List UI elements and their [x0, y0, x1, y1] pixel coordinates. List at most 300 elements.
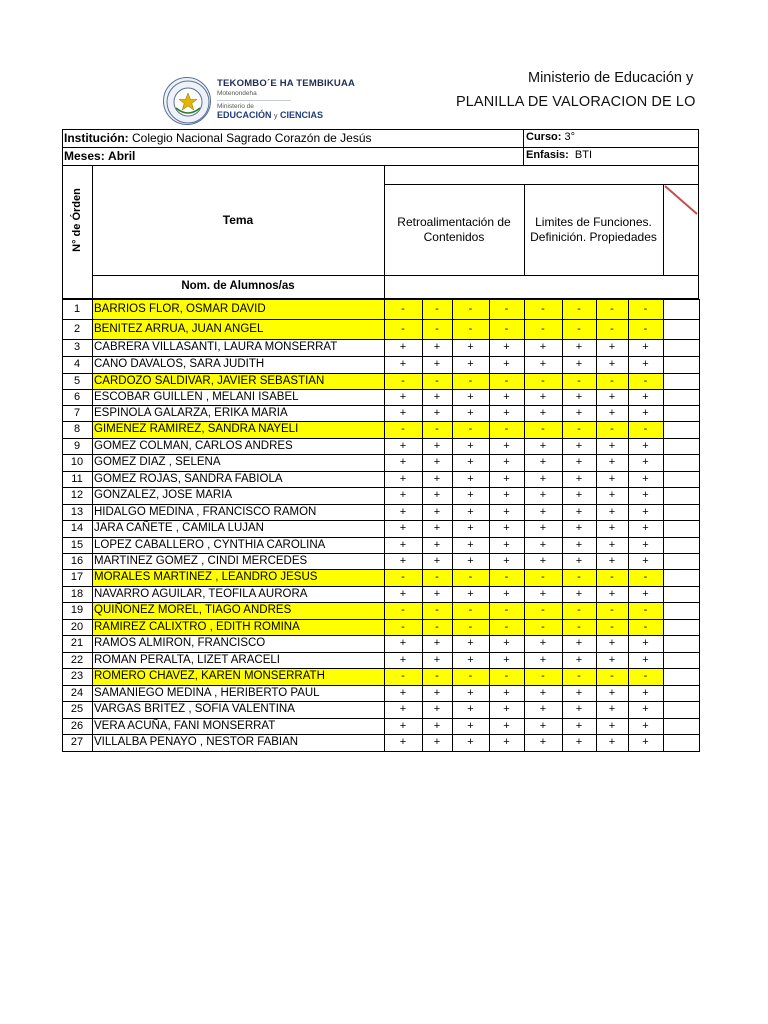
grade-mark: + — [642, 505, 649, 518]
student-name: CANO DAVALOS, SARA JUDITH — [94, 358, 265, 370]
grade-mark: - — [577, 604, 581, 616]
row-gridline — [62, 299, 699, 300]
grade-mark: + — [575, 653, 583, 666]
row-gridline — [62, 421, 699, 422]
grade-mark: - — [610, 620, 614, 633]
student-name: GOMEZ COLMAN, CARLOS ANDRES — [94, 439, 293, 452]
grade-mark: + — [467, 505, 474, 518]
grade-mark: + — [608, 505, 616, 518]
grade-mark: - — [577, 670, 581, 682]
grade-mark: - — [610, 423, 614, 435]
student-name: ROMAN PERALTA, LIZET ARACELI — [94, 653, 280, 666]
grade-mark: - — [577, 322, 581, 335]
column-gridline — [596, 299, 597, 752]
grade-mark: + — [503, 637, 510, 649]
grade-mark: - — [541, 604, 545, 616]
grade-mark: + — [433, 406, 441, 419]
grade-mark: - — [504, 604, 509, 616]
grade-mark: + — [539, 489, 547, 501]
grade-mark: - — [468, 374, 473, 387]
grade-mark: - — [435, 322, 439, 335]
grade-mark: - — [504, 302, 509, 315]
grade-mark: + — [642, 472, 649, 485]
grade-mark: + — [467, 456, 474, 468]
grade-mark: - — [577, 302, 581, 315]
grade-mark: + — [503, 358, 510, 370]
grade-mark: - — [504, 423, 509, 435]
row-number: 8 — [73, 423, 81, 435]
row-number: 4 — [73, 358, 81, 370]
student-name: QUIÑONEZ MOREL, TIAGO ANDRES — [94, 604, 292, 616]
row-number: 25 — [70, 703, 84, 715]
grade-mark: + — [399, 653, 407, 666]
grade-mark: + — [575, 390, 583, 403]
row-number: 14 — [70, 522, 84, 534]
grade-mark: + — [399, 456, 407, 468]
meses-label: Meses: — [64, 149, 105, 163]
row-gridline — [62, 751, 699, 752]
order-column-divider — [92, 165, 93, 299]
grade-mark: + — [608, 554, 616, 567]
grade-mark: + — [467, 703, 474, 715]
grade-mark: - — [643, 423, 648, 435]
grade-mark: + — [575, 554, 583, 567]
grade-mark: + — [539, 538, 547, 551]
grade-mark: + — [503, 505, 510, 518]
row-number: 2 — [73, 322, 81, 335]
student-name: SAMANIEGO MEDINA , HERIBERTO PAUL — [94, 686, 320, 699]
row-gridline — [62, 373, 699, 374]
grade-mark: + — [467, 686, 474, 699]
student-name: GIMENEZ RAMIREZ, SANDRA NAYELI — [94, 423, 299, 435]
grade-mark: - — [401, 604, 405, 616]
student-name: VARGAS BRITEZ , SOFIA VALENTINA — [94, 703, 295, 715]
student-name: MARTINEZ GOMEZ , CINDI MERCEDES — [94, 554, 308, 567]
column-gridline — [92, 299, 93, 752]
student-name: RAMIREZ CALIXTRO , EDITH ROMINA — [94, 620, 300, 633]
row-number: 20 — [70, 620, 84, 633]
grade-mark: + — [642, 489, 649, 501]
grade-mark: + — [539, 653, 547, 666]
student-name: ESCOBAR GUILLEN , MELANI ISABEL — [94, 390, 299, 403]
student-name: ROMERO CHAVEZ, KAREN MONSERRATH — [94, 670, 325, 682]
grade-mark: + — [503, 653, 510, 666]
row-number: 11 — [71, 472, 83, 485]
row-gridline — [62, 454, 699, 455]
grade-mark: + — [503, 719, 510, 732]
grade-mark: + — [642, 554, 649, 567]
grade-mark: + — [608, 587, 616, 600]
page-title: PLANILLA DE VALORACION DE LO — [456, 94, 696, 110]
grade-mark: + — [503, 406, 510, 419]
column-gridline — [699, 299, 700, 752]
grade-mark: + — [399, 538, 407, 551]
grade-mark: - — [468, 620, 473, 633]
grade-mark: + — [608, 358, 616, 370]
column-gridline — [62, 299, 63, 752]
grade-mark: + — [608, 538, 616, 551]
column-gridline — [562, 299, 563, 752]
topic2-header-line1: Limites de Funciones. — [535, 215, 652, 229]
grade-mark: + — [399, 686, 407, 699]
grade-mark: + — [608, 472, 616, 485]
student-name: GOMEZ ROJAS, SANDRA FABIOLA — [94, 472, 283, 485]
row-gridline — [62, 339, 699, 340]
grade-mark: + — [433, 505, 441, 518]
grade-mark: - — [435, 423, 439, 435]
grade-mark: - — [610, 670, 614, 682]
grade-mark: + — [608, 456, 616, 468]
grade-mark: + — [503, 472, 510, 485]
grade-mark: + — [575, 358, 583, 370]
grade-mark: + — [399, 472, 407, 485]
order-number-header — [62, 165, 92, 275]
grade-mark: + — [399, 587, 407, 600]
student-name: CARDOZO SALDIVAR, JAVIER SEBASTIAN — [94, 374, 325, 387]
grade-mark: + — [399, 406, 407, 419]
grade-mark: + — [539, 522, 547, 534]
student-name: VILLALBA PENAYO , NESTOR FABIAN — [94, 736, 299, 748]
row-number: 27 — [70, 736, 84, 748]
grade-mark: + — [503, 703, 510, 715]
grade-mark: + — [399, 341, 407, 353]
grade-mark: + — [467, 587, 474, 600]
column-gridline — [628, 299, 629, 752]
grade-mark: + — [539, 406, 547, 419]
topic2-header-line2: Definición. Propiedades — [530, 230, 657, 244]
grade-mark: - — [504, 670, 509, 682]
grade-mark: + — [467, 406, 474, 419]
grade-mark: - — [541, 322, 545, 335]
grade-mark: + — [608, 703, 616, 715]
grade-mark: + — [467, 358, 474, 370]
grade-mark: + — [433, 587, 441, 600]
logo-title: TEKOMBO´E HA TEMBIKUAA — [217, 78, 356, 89]
row-number: 26 — [70, 719, 84, 732]
row-number: 10 — [70, 456, 84, 468]
enfasis-label: Enfasis: — [526, 149, 569, 161]
column-gridline — [452, 299, 453, 752]
grade-mark: + — [539, 456, 547, 468]
grade-mark: + — [608, 522, 616, 534]
grade-mark: + — [642, 736, 649, 748]
grade-mark: + — [575, 736, 583, 748]
row-number: 5 — [73, 374, 81, 387]
grade-mark: + — [433, 637, 441, 649]
column-gridline — [663, 299, 664, 752]
grade-mark: - — [610, 302, 614, 315]
grade-mark: + — [608, 439, 616, 452]
grade-mark: + — [539, 686, 547, 699]
grade-mark: - — [468, 302, 473, 315]
grade-mark: + — [467, 390, 474, 403]
institucion-line — [64, 131, 372, 145]
grade-mark: + — [642, 587, 649, 600]
grade-mark: - — [435, 620, 439, 633]
institucion-value: Colegio Nacional Sagrado Corazón de Jesús — [132, 131, 372, 145]
grade-mark: + — [503, 390, 510, 403]
tema-divider — [92, 275, 699, 276]
grade-mark: + — [503, 489, 510, 501]
grade-mark: + — [642, 538, 649, 551]
grade-mark: + — [503, 736, 510, 748]
order-number-header-text: N° de Órden — [71, 188, 83, 252]
grade-mark: + — [433, 456, 441, 468]
row-number: 19 — [70, 604, 84, 616]
grade-mark: - — [643, 670, 648, 682]
student-name: LOPEZ CABALLERO , CYNTHIA CAROLINA — [94, 538, 326, 551]
topic1-header-line2: Contenidos — [423, 230, 485, 244]
grade-mark: + — [642, 390, 649, 403]
grade-mark: + — [575, 341, 583, 353]
row-gridline — [62, 438, 699, 439]
grade-mark: + — [399, 489, 407, 501]
grade-mark: + — [642, 653, 649, 666]
row-gridline — [62, 668, 699, 669]
topic1-header-line1: Retroalimentación de — [397, 215, 511, 229]
grade-mark: + — [539, 341, 547, 353]
ministry-heading: Ministerio de Educación y — [528, 70, 694, 86]
grade-mark: + — [539, 472, 547, 485]
grade-mark: + — [467, 554, 474, 567]
grade-mark: + — [608, 489, 616, 501]
grade-mark: + — [399, 554, 407, 567]
row-gridline — [62, 652, 699, 653]
grade-mark: + — [539, 505, 547, 518]
grade-mark: + — [575, 719, 583, 732]
row-number: 18 — [70, 587, 84, 600]
grade-mark: - — [610, 374, 614, 387]
grade-mark: + — [399, 505, 407, 518]
row-number: 24 — [70, 686, 84, 699]
enfasis-line — [526, 149, 592, 161]
row-gridline — [62, 537, 699, 538]
row-number: 7 — [73, 406, 81, 419]
grade-mark: + — [433, 719, 441, 732]
grade-mark: - — [541, 571, 545, 583]
grade-mark: + — [433, 489, 441, 501]
row-number: 1 — [73, 302, 81, 315]
grade-mark: - — [504, 571, 509, 583]
row-number: 21 — [70, 637, 84, 649]
grade-mark: + — [642, 358, 649, 370]
grade-mark: + — [399, 637, 407, 649]
row-gridline — [62, 356, 699, 357]
grade-mark: - — [541, 423, 545, 435]
row-gridline — [62, 553, 699, 554]
grade-mark: + — [433, 358, 441, 370]
grade-mark: + — [539, 703, 547, 715]
grade-mark: + — [467, 719, 474, 732]
grade-mark: - — [577, 571, 581, 583]
grade-mark: + — [575, 505, 583, 518]
logo-y-word: y — [274, 113, 278, 120]
grade-mark: - — [468, 423, 473, 435]
grade-mark: + — [575, 489, 583, 501]
column-gridline — [384, 299, 385, 752]
grade-mark: - — [435, 604, 439, 616]
grade-mark: + — [539, 736, 547, 748]
grade-mark: + — [642, 341, 649, 353]
grade-mark: + — [642, 456, 649, 468]
paraguay-seal-icon — [163, 77, 211, 125]
grade-mark: + — [433, 736, 441, 748]
grade-mark: + — [575, 439, 583, 452]
grade-mark: + — [608, 719, 616, 732]
grade-mark: + — [433, 390, 441, 403]
grade-mark: + — [608, 686, 616, 699]
grade-mark: + — [575, 522, 583, 534]
grade-mark: + — [399, 736, 407, 748]
meses-row — [62, 147, 699, 166]
row-gridline — [62, 569, 699, 570]
grade-mark: - — [577, 374, 581, 387]
student-name: ESPINOLA GALARZA, ERIKA MARIA — [94, 406, 288, 419]
column-gridline — [422, 299, 423, 752]
grade-mark: + — [539, 358, 547, 370]
grade-mark: - — [643, 620, 648, 633]
grade-mark: - — [401, 620, 405, 633]
grade-mark: + — [608, 341, 616, 353]
grade-mark: - — [401, 423, 405, 435]
row-gridline — [62, 389, 699, 390]
grade-mark: + — [503, 522, 510, 534]
grade-mark: - — [541, 670, 545, 682]
grade-mark: + — [539, 637, 547, 649]
row-number: 16 — [70, 554, 84, 567]
row-gridline — [62, 319, 699, 320]
grade-mark: - — [468, 571, 473, 583]
row-gridline — [62, 734, 699, 735]
grade-mark: - — [504, 374, 509, 387]
grade-mark: + — [503, 456, 510, 468]
grade-mark: - — [504, 322, 509, 335]
grade-mark: - — [577, 620, 581, 633]
student-name: NAVARRO AGUILAR, TEOFILA AURORA — [94, 587, 308, 600]
grade-mark: + — [608, 637, 616, 649]
grade-mark: - — [504, 620, 509, 633]
student-name: HIDALGO MEDINA , FRANCISCO RAMON — [94, 505, 317, 518]
grade-mark: - — [577, 423, 581, 435]
grade-mark: + — [399, 522, 407, 534]
meses-line — [64, 149, 135, 163]
logo-edu-word: EDUCACIÓN — [217, 110, 272, 120]
names-header: Nom. de Alumnos/as — [181, 280, 295, 292]
grade-mark: + — [433, 472, 441, 485]
grade-mark: - — [435, 571, 439, 583]
grade-mark: + — [467, 522, 474, 534]
grade-mark: + — [575, 406, 583, 419]
grade-mark: + — [433, 538, 441, 551]
grade-mark: + — [467, 341, 474, 353]
grade-mark: + — [642, 439, 649, 452]
row-gridline — [62, 635, 699, 636]
student-name: JARA CAÑETE , CAMILA LUJAN — [94, 522, 264, 534]
student-name: BARRIOS FLOR, OSMAR DAVID — [94, 302, 266, 315]
student-name: BENITEZ ARRUA, JUAN ANGEL — [94, 322, 264, 335]
row-number: 9 — [73, 439, 81, 452]
row-gridline — [62, 602, 699, 603]
row-number: 12 — [70, 489, 84, 501]
grade-mark: + — [433, 653, 441, 666]
grade-mark: - — [643, 604, 648, 616]
grade-mark: + — [608, 406, 616, 419]
grade-mark: + — [467, 439, 474, 452]
row-gridline — [62, 619, 699, 620]
row-gridline — [62, 487, 699, 488]
grade-mark: + — [433, 703, 441, 715]
curso-divider — [523, 129, 524, 166]
row-number: 15 — [70, 538, 84, 551]
grade-mark: + — [433, 522, 441, 534]
logo-divider — [217, 100, 291, 101]
grade-mark: - — [643, 302, 648, 315]
grade-mark: + — [575, 456, 583, 468]
grade-mark: + — [467, 472, 474, 485]
grade-mark: + — [642, 522, 649, 534]
grade-mark: + — [642, 686, 649, 699]
column-gridline — [524, 299, 525, 752]
grade-mark: + — [503, 554, 510, 567]
grade-mark: + — [503, 538, 510, 551]
student-name: GONZALEZ, JOSE MARIA — [94, 489, 233, 501]
grade-mark: - — [468, 670, 473, 682]
grade-mark: - — [610, 322, 614, 335]
grade-mark: + — [575, 587, 583, 600]
grade-mark: - — [643, 571, 648, 583]
grade-mark: + — [467, 637, 474, 649]
row-gridline — [62, 405, 699, 406]
grade-mark: + — [539, 719, 547, 732]
grade-mark: - — [468, 322, 473, 335]
row-gridline — [62, 701, 699, 702]
logo-subtitle: Motenondeha — [217, 90, 257, 97]
row-gridline — [62, 685, 699, 686]
grade-mark: + — [433, 554, 441, 567]
grade-mark: + — [642, 637, 649, 649]
grade-mark: + — [433, 686, 441, 699]
grade-mark: - — [401, 374, 405, 387]
grade-mark: - — [401, 302, 405, 315]
grade-mark: + — [575, 703, 583, 715]
grade-mark: + — [575, 472, 583, 485]
ministry-logo — [217, 78, 367, 120]
grade-mark: - — [643, 374, 648, 387]
student-name: GOMEZ DIAZ , SELENA — [94, 456, 221, 468]
grade-mark: - — [401, 571, 405, 583]
grade-mark: + — [503, 587, 510, 600]
student-name: VERA ACUÑA, FANI MONSERRAT — [94, 719, 276, 732]
row-number: 6 — [73, 390, 81, 403]
grade-mark: - — [468, 604, 473, 616]
grade-mark: + — [539, 554, 547, 567]
grade-mark: + — [399, 358, 407, 370]
grade-mark: + — [608, 653, 616, 666]
grade-mark: - — [435, 302, 439, 315]
row-gridline — [62, 586, 699, 587]
grade-mark: + — [503, 686, 510, 699]
grade-mark: + — [399, 390, 407, 403]
row-gridline — [62, 471, 699, 472]
curso-value: 3° — [564, 131, 576, 143]
row-number: 3 — [73, 341, 81, 353]
student-name: CABRERA VILLASANTI, LAURA MONSERRAT — [94, 341, 338, 353]
grade-mark: + — [503, 439, 510, 452]
grade-mark: + — [467, 736, 474, 748]
row-number: 17 — [70, 571, 84, 583]
row-gridline — [62, 520, 699, 521]
row-number: 22 — [70, 653, 84, 666]
